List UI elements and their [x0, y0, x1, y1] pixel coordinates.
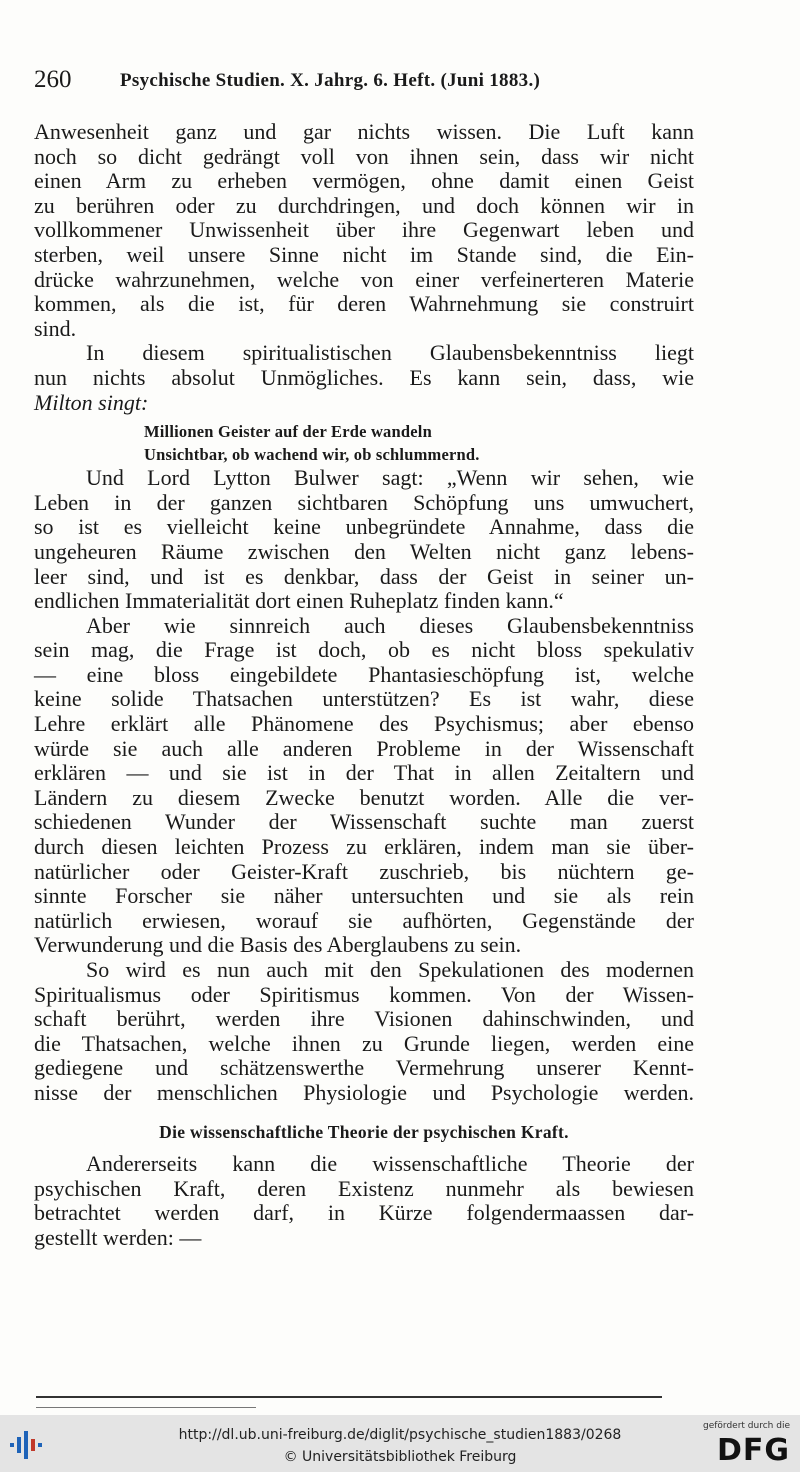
- text-line: [34, 391, 694, 416]
- text-line: so ist es vielleicht keine unbegründete Annahme, dass die: [34, 514, 694, 540]
- text-line: betrachtet werden darf, in Kürze folgendermaassen dar-: [34, 1200, 694, 1226]
- section-heading: Die wissenschaftliche Theorie der psychischen Kraft.: [159, 1121, 569, 1142]
- text-line: — eine bloss eingebildete Phantasieschöpfung ist, welche: [34, 661, 694, 687]
- verse-line: Millionen Geister auf der Erde wandeln: [144, 422, 432, 442]
- bottom-rule-secondary: [36, 1407, 256, 1408]
- text-line: sterben, weil unsere Sinne nicht im Stande sind, die Ein-: [34, 241, 694, 267]
- text-line: Verwunderung und die Basis des Aberglaubens zu sein.: [34, 932, 522, 958]
- text-line: psychischen Kraft, deren Existenz nunmehr als bewiesen: [34, 1175, 694, 1201]
- text-line: nisse der menschlichen Physiologie und Psychologie werden.: [34, 1079, 694, 1105]
- text-line: keine solide Thatsachen unterstützen? Es ist wahr, diese: [34, 686, 694, 712]
- text-line: vollkommener Unwissenheit über ihre Gegenwart leben und: [34, 217, 694, 243]
- text-line: natürlich erwiesen, worauf sie aufhörten, Gegenstände der: [34, 907, 694, 933]
- running-title: Psychische Studien. X. Jahrg. 6. Heft. (Juni 1883.): [120, 70, 541, 91]
- bottom-rule: [36, 1396, 662, 1398]
- italic-name: Milton singt:: [34, 389, 149, 415]
- text-line: In diesem spiritualistischen Glaubensbekenntniss liegt: [86, 340, 694, 366]
- text-line: So wird es nun auch mit den Spekulationen des modernen: [86, 957, 694, 982]
- text-line: leer sind, und ist es denkbar, dass der Geist in seiner un-: [34, 563, 694, 589]
- text-line: schaft berührt, werden ihre Visionen dahinschwinden, und: [34, 1006, 694, 1032]
- dfg-logo: DFG: [716, 1433, 790, 1468]
- text-line: ungeheuren Räume zwischen den Welten nicht ganz lebens-: [34, 538, 694, 564]
- text-line: Und Lord Lytton Bulwer sagt: „Wenn wir sehen, wie: [86, 465, 694, 491]
- text-line: durch diesen leichten Prozess zu erklären, indem man sie über-: [34, 834, 694, 860]
- text-line: Anwesenheit ganz und gar nichts wissen. Die Luft kann: [34, 119, 694, 144]
- text-line: kommen, als die ist, für deren Wahrnehmung sie construirt: [34, 291, 694, 317]
- text-line: sinnte Forscher sie näher untersuchten und sie als rein: [34, 883, 694, 909]
- text-line: drücke wahrzunehmen, welche von einer verfeinerteren Materie: [34, 266, 694, 292]
- body-text: [34, 120, 694, 1251]
- text-line: gediegene und schätzenswerthe Vermehrung unserer Kennt-: [34, 1055, 694, 1081]
- text-line: zu berühren oder zu durchdringen, und doch können wir in: [34, 192, 694, 218]
- text-line: sind.: [34, 315, 77, 341]
- viewer-footer: [0, 1415, 800, 1472]
- text-line: die Thatsachen, welche ihnen zu Grunde liegen, werden eine: [34, 1030, 694, 1056]
- text-line: erklären — und sie ist in der That in allen Zeitaltern und: [34, 760, 694, 786]
- text-line: Andererseits kann die wissenschaftliche Theorie der: [86, 1151, 694, 1177]
- text-line: Leben in der ganzen sichtbaren Schöpfung uns umwuchert,: [34, 489, 694, 515]
- text-line: Lehre erklärt alle Phänomene des Psychismus; aber ebenso: [34, 711, 694, 737]
- text-line: noch so dicht gedrängt voll von ihnen sein, dass wir nicht: [34, 143, 694, 169]
- page-header: [34, 66, 694, 98]
- text-line: Spiritualismus oder Spiritismus kommen. Von der Wissen-: [34, 981, 694, 1007]
- text-line: endlichen Immaterialität dort einen Ruheplatz finden kann.“: [34, 588, 564, 614]
- copyright-text: © Universitätsbibliothek Freiburg: [283, 1449, 517, 1465]
- text-line: schiedenen Wunder der Wissenschaft suchte man zuerst: [34, 809, 694, 835]
- verse-line: Unsichtbar, ob wachend wir, ob schlummernd.: [144, 444, 480, 464]
- text-line: Ländern zu diesem Zwecke benutzt worden. Alle die ver-: [34, 784, 694, 810]
- page-number: 260: [34, 66, 72, 93]
- text-line: natürlicher oder Geister-Kraft zuschrieb, bis nüchtern ge-: [34, 858, 694, 884]
- permalink-link[interactable]: http://dl.ub.uni-freiburg.de/diglit/psychische_studien1883/0268: [178, 1427, 622, 1443]
- text-line: würde sie auch alle anderen Probleme in der Wissenschaft: [34, 735, 694, 761]
- text-line: Aber wie sinnreich auch dieses Glaubensbekenntniss: [86, 612, 694, 638]
- text-line: einen Arm zu erheben vermögen, ohne damit einen Geist: [34, 168, 694, 194]
- text-line: sein mag, die Frage ist doch, ob es nicht bloss spekulativ: [34, 637, 694, 663]
- dfg-caption: gefördert durch die: [703, 1421, 790, 1431]
- text-line: gestellt werden: —: [34, 1224, 202, 1250]
- text-line: nun nichts absolut Unmögliches. Es kann sein, dass, wie: [34, 364, 694, 390]
